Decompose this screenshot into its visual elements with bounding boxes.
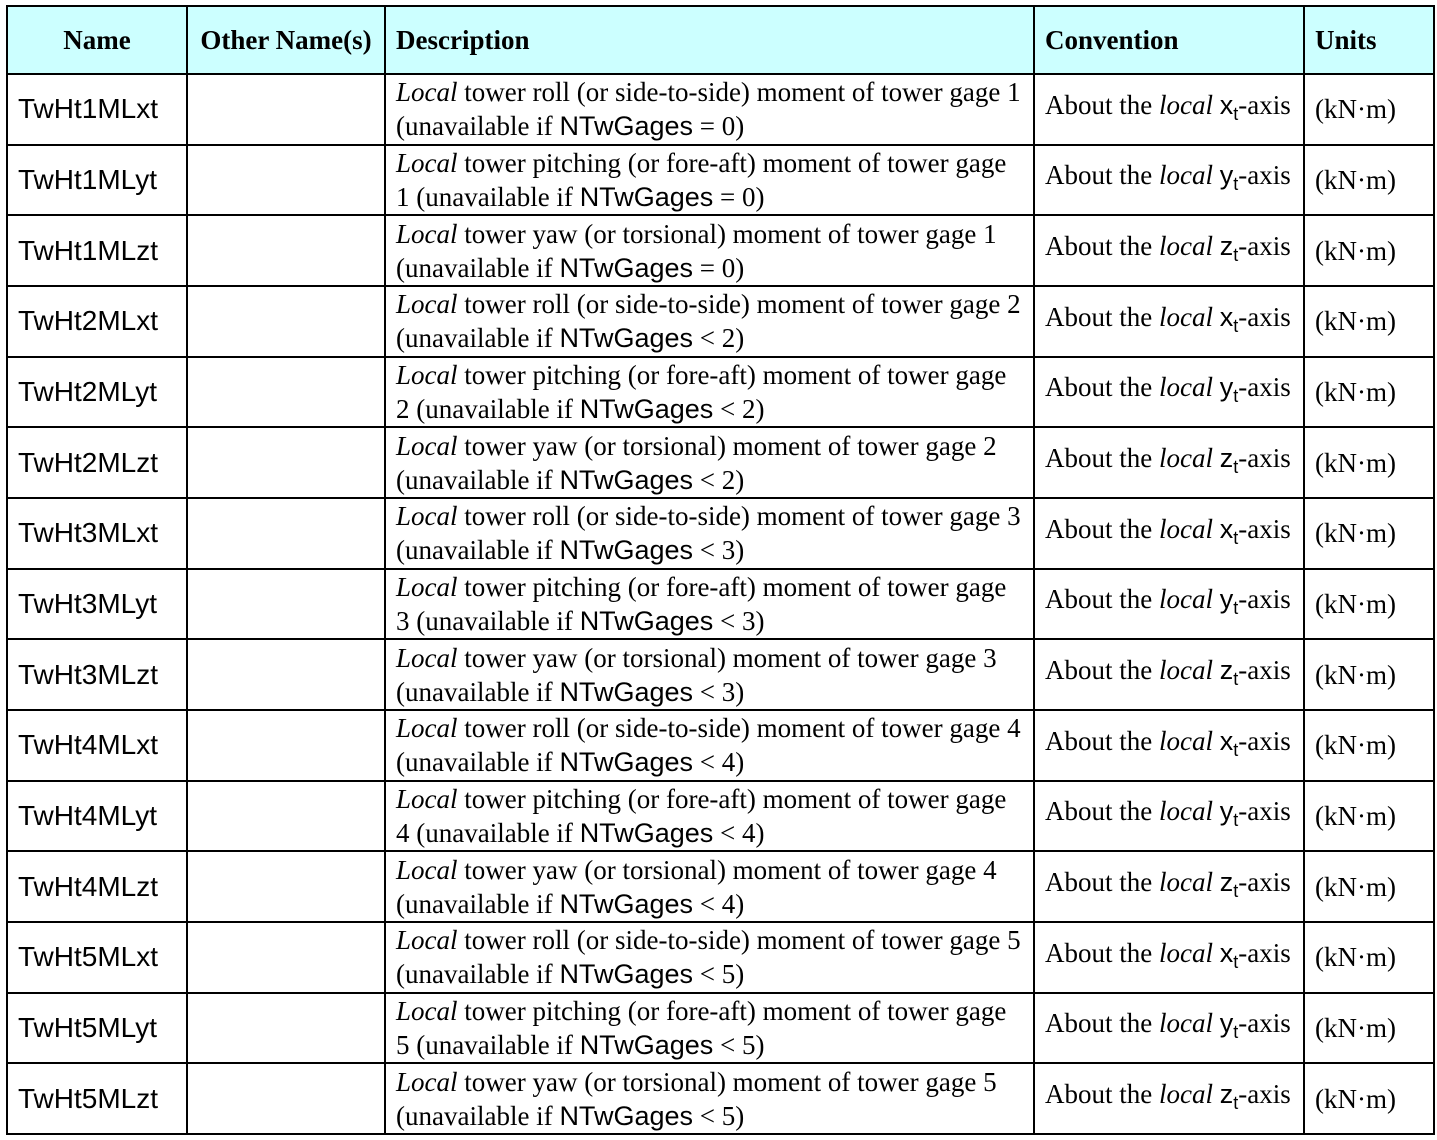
cell-convention	[1034, 710, 1304, 781]
cell-description	[385, 357, 1034, 428]
conv-suffix: -axis	[1238, 867, 1291, 898]
table-body	[7, 74, 1434, 1134]
conv-local-word: local	[1159, 655, 1213, 686]
table-row	[7, 781, 1434, 852]
desc-parameter: NTwGages	[559, 959, 693, 990]
conv-prefix: About the	[1045, 655, 1159, 686]
desc-text: tower roll (or side-to-side) moment of tower gage 1 (unavailable if	[396, 77, 1021, 142]
conv-local-word: local	[1159, 1079, 1213, 1110]
conv-prefix: About the	[1045, 89, 1159, 120]
desc-parameter: NTwGages	[559, 323, 693, 354]
cell-name: TwHt4MLxt	[7, 710, 187, 781]
cell-units: (kN·m)	[1304, 498, 1434, 569]
cell-convention	[1034, 639, 1304, 710]
cell-name: TwHt1MLzt	[7, 215, 187, 286]
desc-parameter: NTwGages	[559, 888, 693, 919]
conv-suffix: -axis	[1238, 89, 1291, 120]
cell-convention	[1034, 215, 1304, 286]
cell-description	[385, 286, 1034, 357]
desc-condition: < 3)	[713, 605, 765, 636]
cell-convention	[1034, 922, 1304, 993]
conv-local-word: local	[1159, 867, 1213, 898]
desc-condition: = 0)	[713, 181, 765, 212]
cell-units: (kN·m)	[1304, 286, 1434, 357]
header-other-names: Other Name(s)	[187, 6, 385, 74]
cell-convention	[1034, 498, 1304, 569]
desc-parameter: NTwGages	[579, 1029, 714, 1060]
cell-other-names	[187, 1063, 385, 1134]
cell-other-names	[187, 569, 385, 640]
conv-local-word: local	[1159, 1008, 1213, 1039]
desc-local-word: Local	[396, 147, 458, 178]
conv-local-word: local	[1159, 584, 1213, 615]
conv-suffix: -axis	[1238, 443, 1291, 474]
table-row	[7, 427, 1434, 498]
conv-suffix: -axis	[1238, 796, 1291, 827]
desc-text: tower pitching (or fore-aft) moment of tower gage 3 (unavailable if	[396, 571, 1007, 636]
conv-axis-subscript: t	[1233, 739, 1239, 760]
conv-prefix: About the	[1045, 796, 1159, 827]
conv-local-word: local	[1159, 89, 1213, 120]
cell-other-names	[187, 74, 385, 145]
desc-local-word: Local	[396, 854, 458, 885]
conv-axis-subscript: t	[1233, 1022, 1239, 1043]
cell-name: TwHt2MLxt	[7, 286, 187, 357]
desc-condition: < 2)	[693, 464, 745, 495]
table-row	[7, 286, 1434, 357]
table-header-row	[7, 6, 1434, 74]
desc-condition: < 4)	[713, 817, 765, 848]
conv-axis-symbol: x	[1219, 513, 1234, 544]
desc-parameter: NTwGages	[559, 252, 693, 283]
table-row	[7, 710, 1434, 781]
desc-condition: < 5)	[693, 1100, 745, 1131]
desc-parameter: NTwGages	[559, 676, 693, 707]
conv-prefix: About the	[1045, 443, 1159, 474]
conv-prefix: About the	[1045, 867, 1159, 898]
conv-axis-subscript: t	[1233, 315, 1239, 336]
desc-condition: = 0)	[693, 111, 745, 142]
conv-local-word: local	[1159, 796, 1213, 827]
cell-name: TwHt1MLxt	[7, 74, 187, 145]
cell-other-names	[187, 922, 385, 993]
conv-axis-symbol: z	[1219, 655, 1234, 686]
cell-description	[385, 569, 1034, 640]
cell-units: (kN·m)	[1304, 145, 1434, 216]
table-row	[7, 498, 1434, 569]
desc-parameter: NTwGages	[559, 535, 693, 566]
cell-units: (kN·m)	[1304, 851, 1434, 922]
desc-local-word: Local	[396, 501, 458, 532]
desc-condition: < 4)	[693, 747, 745, 778]
conv-prefix: About the	[1045, 372, 1159, 403]
conv-local-word: local	[1159, 443, 1213, 474]
cell-name: TwHt5MLzt	[7, 1063, 187, 1134]
conv-axis-subscript: t	[1233, 245, 1239, 266]
conv-axis-subscript: t	[1233, 527, 1239, 548]
conv-local-word: local	[1159, 231, 1213, 262]
cell-description	[385, 1063, 1034, 1134]
desc-text: tower roll (or side-to-side) moment of tower gage 5 (unavailable if	[396, 925, 1021, 990]
table-row	[7, 215, 1434, 286]
cell-units: (kN·m)	[1304, 427, 1434, 498]
conv-prefix: About the	[1045, 937, 1159, 968]
desc-text: tower yaw (or torsional) moment of tower gage 1 (unavailable if	[396, 218, 997, 283]
table-row	[7, 639, 1434, 710]
cell-units: (kN·m)	[1304, 74, 1434, 145]
cell-description	[385, 710, 1034, 781]
header-units: Units	[1304, 6, 1434, 74]
conv-suffix: -axis	[1238, 1008, 1291, 1039]
cell-convention	[1034, 851, 1304, 922]
cell-name: TwHt4MLzt	[7, 851, 187, 922]
cell-other-names	[187, 215, 385, 286]
conv-prefix: About the	[1045, 160, 1159, 191]
desc-text: tower pitching (or fore-aft) moment of tower gage 2 (unavailable if	[396, 359, 1007, 424]
desc-text: tower pitching (or fore-aft) moment of tower gage 4 (unavailable if	[396, 783, 1007, 848]
conv-axis-symbol: z	[1219, 443, 1234, 474]
desc-parameter: NTwGages	[579, 605, 714, 636]
conv-local-word: local	[1159, 513, 1213, 544]
conv-axis-subscript: t	[1233, 669, 1239, 690]
cell-name: TwHt5MLxt	[7, 922, 187, 993]
cell-convention	[1034, 781, 1304, 852]
cell-other-names	[187, 286, 385, 357]
cell-name: TwHt5MLyt	[7, 993, 187, 1064]
conv-axis-subscript: t	[1233, 951, 1239, 972]
cell-description	[385, 74, 1034, 145]
table-row	[7, 357, 1434, 428]
conv-prefix: About the	[1045, 584, 1159, 615]
cell-convention	[1034, 357, 1304, 428]
cell-name: TwHt3MLzt	[7, 639, 187, 710]
conv-suffix: -axis	[1238, 372, 1291, 403]
conv-axis-subscript: t	[1233, 810, 1239, 831]
desc-condition: < 5)	[693, 959, 745, 990]
desc-text: tower pitching (or fore-aft) moment of tower gage 1 (unavailable if	[396, 147, 1007, 212]
cell-description	[385, 215, 1034, 286]
table-row	[7, 1063, 1434, 1134]
conv-axis-symbol: z	[1219, 1079, 1234, 1110]
cell-name: TwHt3MLxt	[7, 498, 187, 569]
table-row	[7, 993, 1434, 1064]
desc-local-word: Local	[396, 571, 458, 602]
conv-suffix: -axis	[1238, 160, 1291, 191]
cell-units: (kN·m)	[1304, 215, 1434, 286]
table-row	[7, 74, 1434, 145]
conv-axis-symbol: y	[1219, 160, 1234, 191]
cell-description	[385, 145, 1034, 216]
table-row	[7, 922, 1434, 993]
desc-condition: < 2)	[713, 393, 765, 424]
cell-other-names	[187, 851, 385, 922]
conv-axis-subscript: t	[1233, 598, 1239, 619]
conv-axis-symbol: y	[1219, 584, 1234, 615]
cell-convention	[1034, 145, 1304, 216]
desc-condition: < 3)	[693, 535, 745, 566]
conv-prefix: About the	[1045, 1079, 1159, 1110]
cell-convention	[1034, 286, 1304, 357]
desc-text: tower pitching (or fore-aft) moment of tower gage 5 (unavailable if	[396, 995, 1007, 1060]
desc-local-word: Local	[396, 218, 458, 249]
cell-other-names	[187, 781, 385, 852]
conv-local-word: local	[1159, 160, 1213, 191]
conv-prefix: About the	[1045, 301, 1159, 332]
desc-condition: < 4)	[693, 888, 745, 919]
cell-name: TwHt4MLyt	[7, 781, 187, 852]
conv-prefix: About the	[1045, 513, 1159, 544]
conv-local-word: local	[1159, 301, 1213, 332]
conv-local-word: local	[1159, 725, 1213, 756]
table-row	[7, 851, 1434, 922]
desc-local-word: Local	[396, 642, 458, 673]
cell-description	[385, 993, 1034, 1064]
conv-axis-symbol: z	[1219, 867, 1234, 898]
cell-description	[385, 498, 1034, 569]
conv-suffix: -axis	[1238, 725, 1291, 756]
cell-other-names	[187, 639, 385, 710]
cell-other-names	[187, 993, 385, 1064]
cell-description	[385, 922, 1034, 993]
conv-suffix: -axis	[1238, 1079, 1291, 1110]
output-parameters-table	[6, 5, 1435, 1135]
cell-convention	[1034, 74, 1304, 145]
conv-axis-symbol: x	[1219, 937, 1234, 968]
cell-convention	[1034, 993, 1304, 1064]
conv-prefix: About the	[1045, 725, 1159, 756]
conv-axis-symbol: y	[1219, 1008, 1234, 1039]
cell-description	[385, 639, 1034, 710]
cell-units: (kN·m)	[1304, 1063, 1434, 1134]
desc-local-word: Local	[396, 995, 458, 1026]
conv-axis-subscript: t	[1233, 881, 1239, 902]
cell-units: (kN·m)	[1304, 357, 1434, 428]
desc-text: tower roll (or side-to-side) moment of tower gage 4 (unavailable if	[396, 713, 1021, 778]
cell-other-names	[187, 357, 385, 428]
desc-condition: = 0)	[693, 252, 745, 283]
desc-parameter: NTwGages	[559, 464, 693, 495]
conv-suffix: -axis	[1238, 655, 1291, 686]
conv-local-word: local	[1159, 372, 1213, 403]
conv-axis-subscript: t	[1233, 386, 1239, 407]
conv-suffix: -axis	[1238, 937, 1291, 968]
conv-axis-symbol: y	[1219, 796, 1234, 827]
desc-parameter: NTwGages	[559, 747, 693, 778]
cell-other-names	[187, 710, 385, 781]
desc-local-word: Local	[396, 359, 458, 390]
conv-axis-symbol: y	[1219, 372, 1234, 403]
desc-parameter: NTwGages	[559, 1100, 693, 1131]
desc-local-word: Local	[396, 430, 458, 461]
desc-text: tower roll (or side-to-side) moment of tower gage 2 (unavailable if	[396, 289, 1021, 354]
desc-local-word: Local	[396, 925, 458, 956]
cell-name: TwHt2MLzt	[7, 427, 187, 498]
desc-local-word: Local	[396, 289, 458, 320]
cell-units: (kN·m)	[1304, 569, 1434, 640]
conv-axis-symbol: x	[1219, 725, 1234, 756]
cell-units: (kN·m)	[1304, 922, 1434, 993]
header-name: Name	[7, 6, 187, 74]
cell-convention	[1034, 569, 1304, 640]
desc-parameter: NTwGages	[579, 817, 714, 848]
conv-suffix: -axis	[1238, 584, 1291, 615]
conv-axis-subscript: t	[1233, 174, 1239, 195]
conv-suffix: -axis	[1238, 301, 1291, 332]
desc-local-word: Local	[396, 713, 458, 744]
header-convention: Convention	[1034, 6, 1304, 74]
cell-units: (kN·m)	[1304, 639, 1434, 710]
cell-convention	[1034, 427, 1304, 498]
conv-suffix: -axis	[1238, 231, 1291, 262]
cell-convention	[1034, 1063, 1304, 1134]
cell-units: (kN·m)	[1304, 710, 1434, 781]
desc-text: tower yaw (or torsional) moment of tower gage 5 (unavailable if	[396, 1066, 997, 1131]
conv-prefix: About the	[1045, 1008, 1159, 1039]
cell-units: (kN·m)	[1304, 781, 1434, 852]
conv-axis-subscript: t	[1233, 1093, 1239, 1114]
desc-text: tower yaw (or torsional) moment of tower gage 4 (unavailable if	[396, 854, 997, 919]
conv-axis-symbol: x	[1219, 89, 1234, 120]
desc-condition: < 2)	[693, 323, 745, 354]
cell-other-names	[187, 145, 385, 216]
conv-axis-symbol: z	[1219, 231, 1234, 262]
conv-prefix: About the	[1045, 231, 1159, 262]
header-description: Description	[385, 6, 1034, 74]
cell-name: TwHt1MLyt	[7, 145, 187, 216]
conv-axis-subscript: t	[1233, 457, 1239, 478]
desc-local-word: Local	[396, 77, 458, 108]
desc-parameter: NTwGages	[579, 393, 714, 424]
conv-suffix: -axis	[1238, 513, 1291, 544]
cell-name: TwHt3MLyt	[7, 569, 187, 640]
desc-parameter: NTwGages	[579, 181, 714, 212]
cell-description	[385, 851, 1034, 922]
cell-units: (kN·m)	[1304, 993, 1434, 1064]
cell-name: TwHt2MLyt	[7, 357, 187, 428]
cell-other-names	[187, 427, 385, 498]
desc-condition: < 3)	[693, 676, 745, 707]
desc-local-word: Local	[396, 783, 458, 814]
conv-axis-subscript: t	[1233, 103, 1239, 124]
desc-local-word: Local	[396, 1066, 458, 1097]
cell-description	[385, 427, 1034, 498]
desc-condition: < 5)	[713, 1029, 765, 1060]
desc-text: tower yaw (or torsional) moment of tower gage 2 (unavailable if	[396, 430, 997, 495]
conv-axis-symbol: x	[1219, 301, 1234, 332]
desc-parameter: NTwGages	[559, 111, 693, 142]
table-row	[7, 569, 1434, 640]
cell-other-names	[187, 498, 385, 569]
conv-local-word: local	[1159, 937, 1213, 968]
table-row	[7, 145, 1434, 216]
desc-text: tower yaw (or torsional) moment of tower gage 3 (unavailable if	[396, 642, 997, 707]
cell-description	[385, 781, 1034, 852]
desc-text: tower roll (or side-to-side) moment of tower gage 3 (unavailable if	[396, 501, 1021, 566]
